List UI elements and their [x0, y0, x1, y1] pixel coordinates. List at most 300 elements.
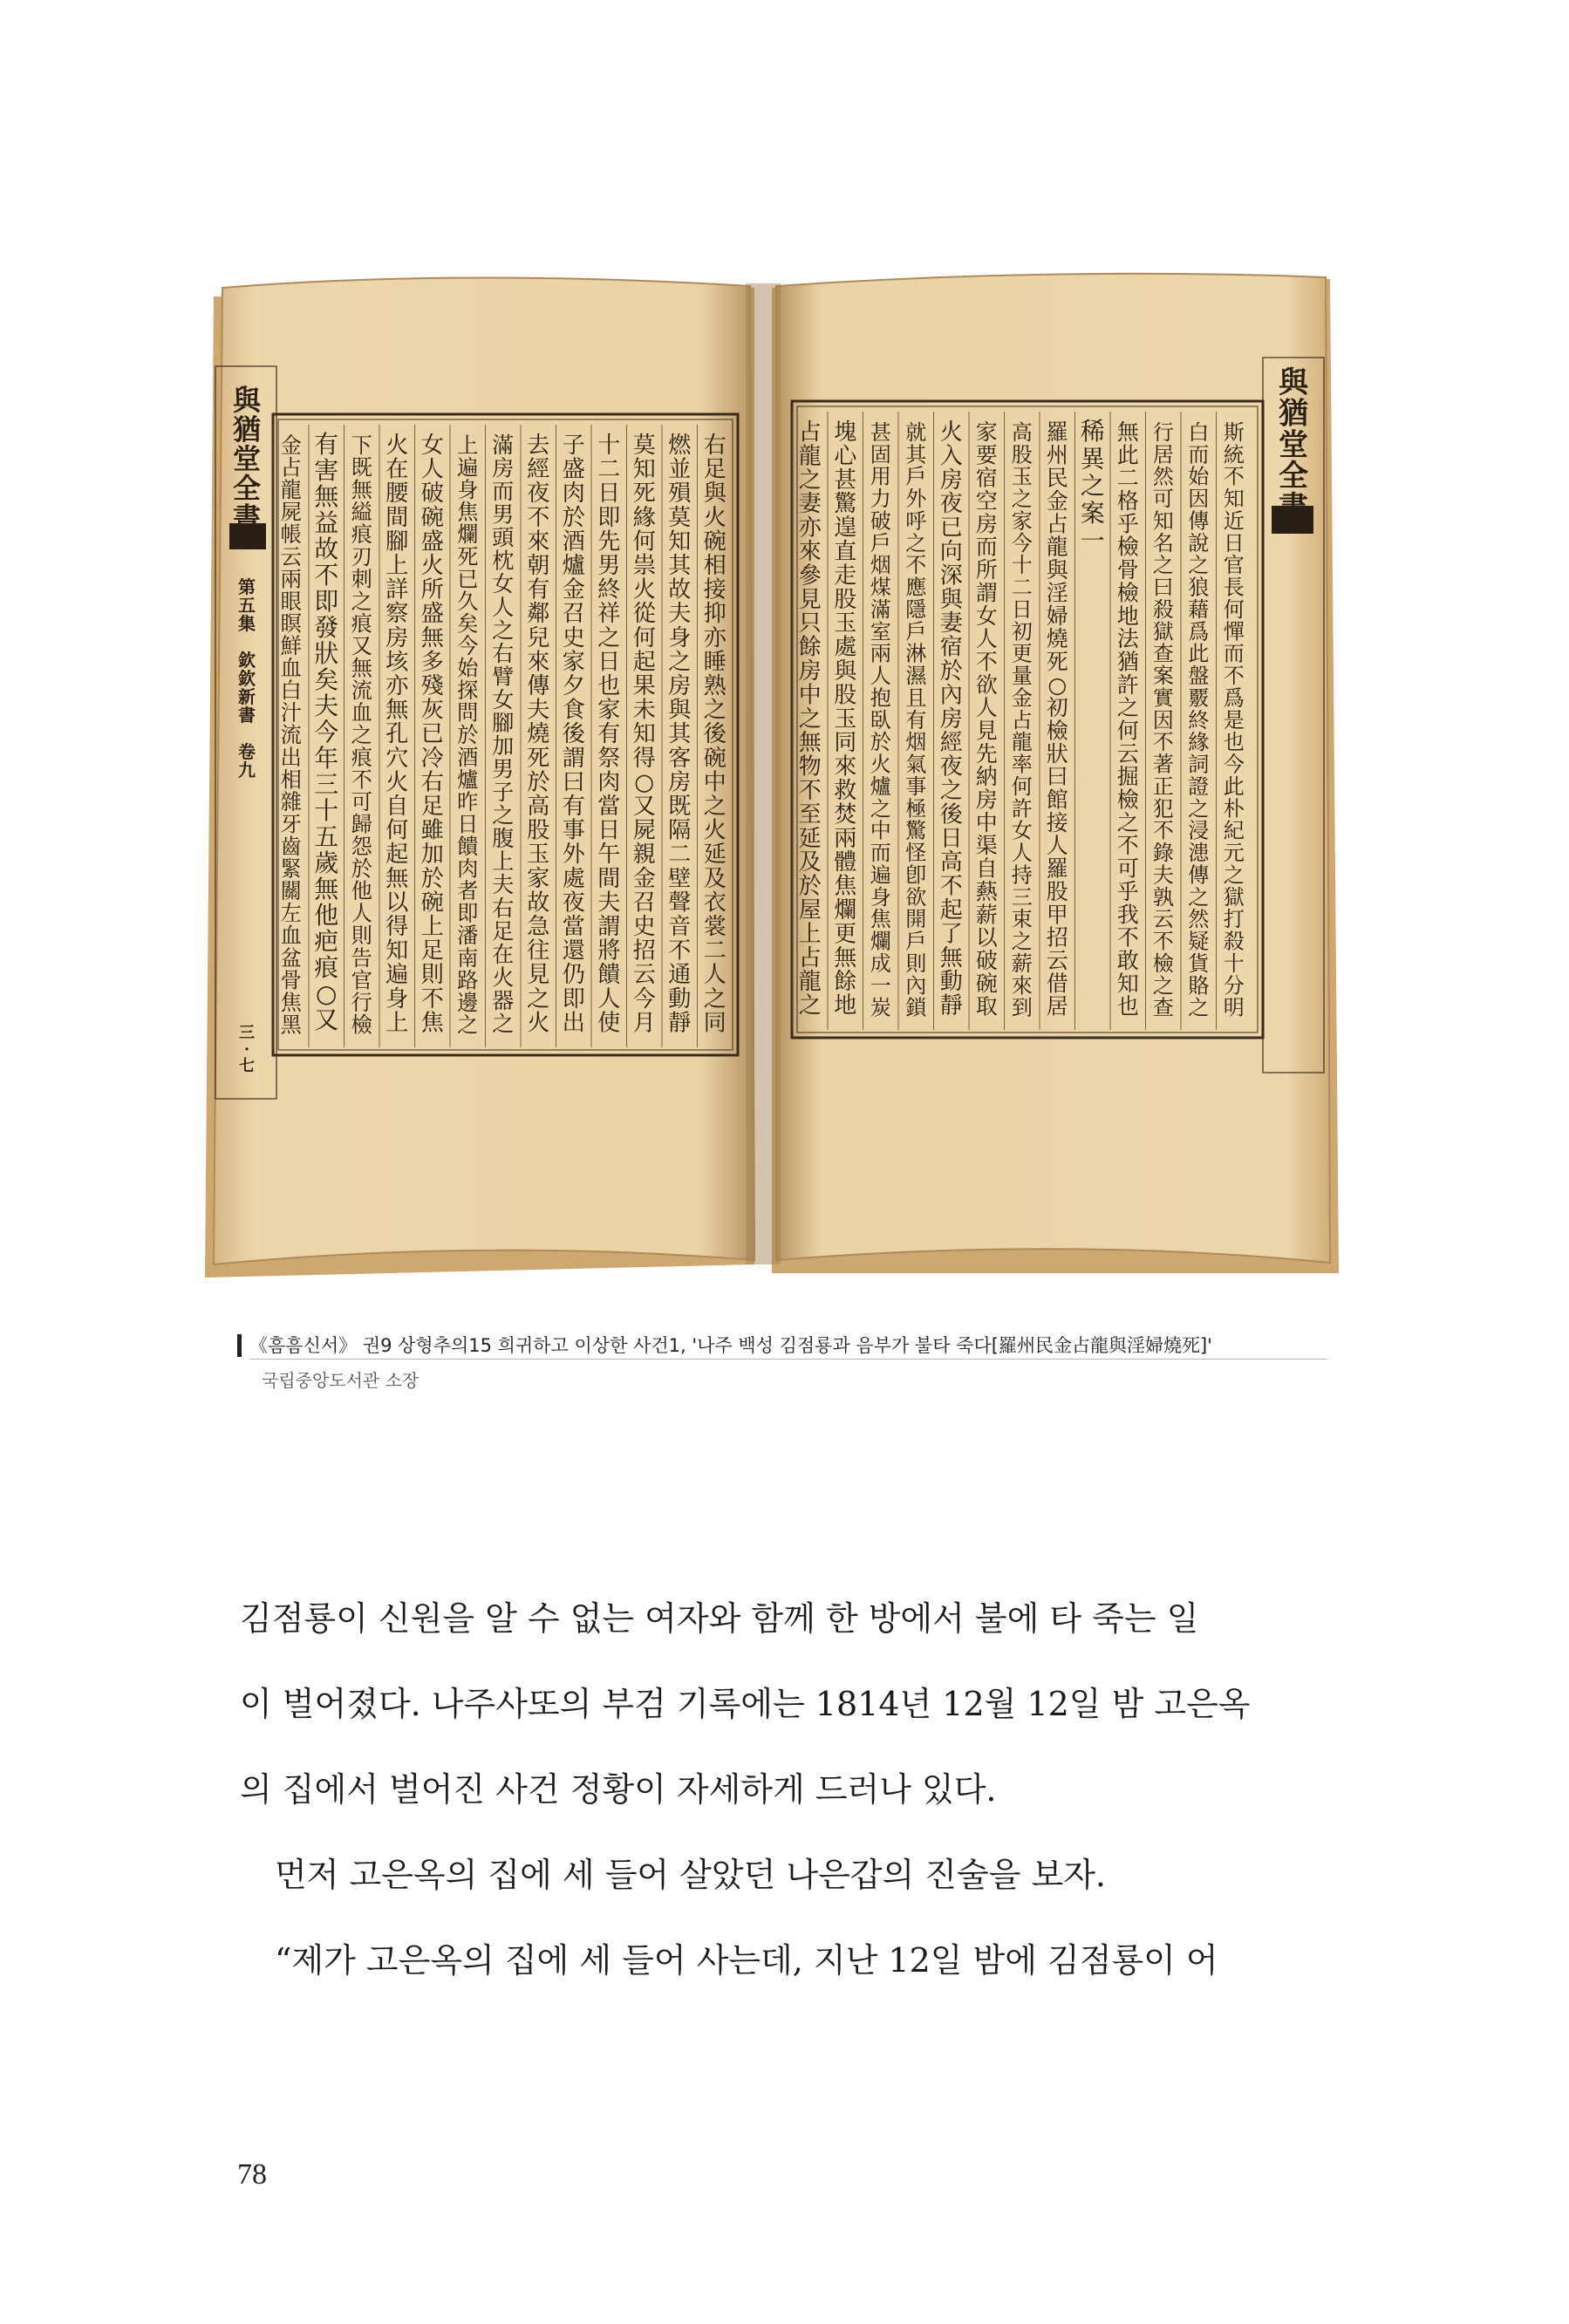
column-char: 破	[420, 480, 444, 508]
column-char: 兩	[280, 566, 302, 592]
column-char: 知	[668, 528, 692, 555]
column-char: 家	[527, 865, 550, 892]
column-char: 焦	[280, 989, 302, 1015]
column-char: 房	[492, 455, 515, 481]
column-char: 見	[527, 962, 550, 989]
column-char: 股	[1011, 442, 1033, 467]
column-char: 何	[1116, 718, 1139, 744]
column-char: 著	[1152, 752, 1174, 777]
column-char: 隱	[905, 596, 927, 622]
column-char: 不	[975, 649, 998, 675]
column-char: 食	[562, 697, 585, 724]
column-char: 二	[1011, 575, 1033, 600]
column-char: 抑	[703, 601, 727, 628]
column-char: 驚	[834, 491, 857, 518]
column-char: 右	[492, 895, 515, 921]
column-char: 有	[314, 430, 339, 459]
column-char: 玉	[834, 610, 857, 637]
column-char: 何	[632, 528, 656, 555]
column-char: 身	[385, 985, 409, 1012]
column-char: 男	[492, 756, 515, 782]
column-char: 占	[798, 944, 822, 971]
column-char: 謂	[597, 914, 621, 940]
column-char: 餘	[834, 969, 857, 996]
column-char: 起	[385, 842, 409, 869]
column-char: 狼	[1188, 575, 1210, 600]
column-char: 傳	[527, 673, 550, 699]
column-char: 也	[1223, 730, 1245, 755]
column-char: 流	[280, 722, 302, 748]
column-char: 隔	[668, 817, 692, 844]
column-char: 朝	[527, 553, 550, 579]
column-char: 抱	[870, 685, 891, 711]
caption-divider	[249, 1359, 1327, 1360]
column-char: 之	[1223, 862, 1245, 888]
column-char: 之	[668, 649, 692, 676]
margin-char: 書	[238, 705, 256, 726]
column-char: 燒	[1046, 626, 1068, 652]
column-char: 肉	[597, 769, 621, 796]
column-char: 之	[492, 802, 515, 828]
column-char: 燃	[668, 433, 692, 459]
column-char: 靜	[939, 992, 963, 1019]
column-char: 人	[1011, 841, 1033, 866]
column-char: 占	[1046, 511, 1068, 537]
column-char: 同	[703, 1010, 727, 1037]
column-char: 夫	[1152, 862, 1174, 888]
column-char: 長	[1223, 575, 1245, 600]
column-char: 招	[632, 937, 656, 964]
column-char: 紀	[1223, 818, 1245, 843]
column-char: 元	[1223, 841, 1245, 866]
column-char: 破	[975, 947, 998, 973]
column-char: 中	[703, 769, 727, 796]
column-char: 案	[1080, 499, 1105, 528]
column-char: 之	[1116, 809, 1139, 835]
column-char: 固	[870, 442, 891, 467]
column-char: 就	[905, 420, 927, 445]
column-char: 已	[939, 515, 963, 542]
column-char: 焦	[834, 873, 857, 900]
column-char: 在	[385, 456, 409, 483]
column-char: 中	[798, 682, 822, 709]
column-char: 不	[1152, 929, 1174, 954]
column-char: 怪	[905, 841, 927, 866]
column-char: 祭	[597, 745, 621, 772]
column-char: 可	[1116, 855, 1139, 882]
column-char: 出	[562, 1010, 585, 1037]
column-char: 客	[668, 745, 692, 772]
column-char: 並	[668, 456, 692, 483]
margin-char: 欽	[238, 650, 256, 671]
column-char: 物	[798, 753, 822, 780]
column-char: 檢	[1116, 787, 1139, 813]
column-char: 縊	[351, 499, 372, 525]
column-char: 賂	[1188, 973, 1210, 998]
column-char: 與	[703, 480, 727, 508]
column-char: 人	[1046, 833, 1068, 859]
column-char: 取	[975, 993, 998, 1019]
column-char: 矣	[457, 610, 479, 637]
column-char: 日	[597, 649, 621, 676]
column-char: 行	[1152, 420, 1174, 445]
column-char: 得	[632, 745, 656, 772]
column-char: 餘	[798, 634, 822, 661]
column-char: 頭	[492, 525, 515, 551]
column-char: 足	[420, 794, 444, 820]
column-char: 於	[870, 730, 891, 755]
column-char: 查	[1152, 641, 1174, 666]
column-char: 股	[834, 682, 857, 709]
column-char: 召	[562, 601, 585, 628]
column-char: 之	[798, 705, 822, 733]
column-char: 殞	[668, 480, 692, 508]
column-char: 終	[1188, 707, 1210, 733]
column-char: 檢	[1116, 580, 1139, 606]
column-char: 腳	[492, 710, 515, 736]
column-char: 不	[668, 937, 692, 964]
column-char: 無	[798, 730, 822, 757]
column-char: 之	[351, 722, 372, 748]
column-char: 爛	[834, 897, 857, 923]
column-char: 事	[562, 817, 585, 844]
column-char: 自	[975, 855, 998, 882]
column-char: 居	[1152, 442, 1174, 467]
column-char: 使	[597, 1010, 621, 1037]
column-char: 狀	[314, 639, 339, 668]
column-char: 日	[597, 817, 621, 844]
column-char: 人	[351, 900, 372, 926]
column-char: 下	[351, 433, 372, 458]
column-char: 血	[280, 655, 302, 681]
column-char: 靜	[668, 1010, 692, 1037]
column-char: 敢	[1116, 947, 1139, 973]
column-char: 檢	[1046, 718, 1068, 744]
column-char: 覈	[1188, 685, 1210, 711]
column-char: 宿	[939, 634, 963, 661]
column-char: 無	[1116, 419, 1139, 445]
column-char: 莫	[632, 433, 656, 459]
column-char: 二	[597, 456, 621, 483]
column-char: 之	[1116, 695, 1139, 721]
column-char: 之	[798, 467, 822, 494]
caption-marker	[237, 1334, 242, 1357]
column-char: 外	[562, 842, 585, 869]
column-char: 開	[905, 907, 927, 932]
column-char: 家	[597, 697, 621, 724]
column-char: 多	[420, 649, 444, 676]
column-char: 金	[1046, 488, 1068, 515]
column-char: 與	[1046, 557, 1068, 583]
margin-char: 五	[238, 595, 256, 616]
column-char: 戶	[905, 464, 927, 489]
column-char: 壁	[668, 865, 692, 892]
column-char: 妻	[798, 491, 822, 518]
column-char: 何	[1223, 596, 1245, 622]
column-char: 火	[492, 964, 515, 991]
column-char: 而	[975, 534, 998, 560]
column-char: 關	[280, 878, 302, 904]
column-char: 此	[1188, 641, 1210, 666]
column-char: 以	[385, 889, 409, 917]
column-char: 今	[1011, 530, 1033, 555]
column-char: 碗	[420, 504, 444, 531]
margin-char: 堂	[1279, 427, 1308, 463]
column-char: 子	[492, 780, 515, 806]
column-char: 宿	[975, 465, 998, 491]
column-char: 驚	[905, 818, 927, 843]
margin-char: 猶	[1279, 396, 1308, 432]
column-char: 云	[1046, 947, 1068, 973]
column-char: 發	[314, 613, 339, 642]
column-char: 牙	[280, 811, 302, 837]
column-char: 房	[668, 673, 692, 699]
column-char: 裳	[703, 914, 727, 940]
column-char: 南	[457, 944, 479, 971]
column-char: 焦	[420, 1010, 444, 1037]
column-char: 高	[527, 794, 550, 820]
column-char: 地	[1116, 603, 1139, 629]
column-char: 後	[703, 721, 727, 748]
column-char: 房	[798, 658, 822, 685]
column-char: 加	[492, 733, 515, 759]
column-char: 已	[420, 721, 444, 748]
column-char: 兩	[834, 825, 857, 852]
column-char: 緣	[1188, 730, 1210, 755]
column-char: 痕	[351, 610, 372, 637]
column-char: 夜	[527, 480, 550, 508]
column-char: 路	[457, 967, 479, 993]
column-char: 甚	[834, 467, 857, 494]
column-char: 骨	[1116, 557, 1139, 583]
column-char: 熟	[703, 673, 727, 699]
column-char: 爲	[1223, 685, 1245, 711]
column-char: 成	[870, 951, 891, 976]
column-char: 起	[632, 649, 656, 676]
column-char: 女	[492, 571, 515, 597]
column-char: 汁	[280, 699, 302, 726]
column-char: 矣	[314, 665, 339, 694]
column-char: 火	[703, 817, 727, 844]
column-char: 無	[314, 482, 339, 511]
column-char: 夫	[597, 889, 621, 917]
column-char: 更	[1011, 641, 1033, 666]
column-char: 出	[280, 744, 302, 770]
column-char: 去	[527, 433, 550, 459]
column-char: 不	[527, 504, 550, 531]
column-char: 碗	[703, 745, 727, 772]
column-char: 腰	[385, 480, 409, 508]
column-char: 玉	[834, 705, 857, 733]
column-char: 延	[798, 825, 822, 852]
margin-char: ·	[243, 1039, 250, 1059]
column-char: 三	[314, 770, 339, 799]
column-char: 邊	[457, 989, 479, 1015]
column-char: 始	[457, 655, 479, 681]
margin-char: 全	[1279, 459, 1308, 494]
column-char: 他	[314, 901, 339, 930]
column-char: 急	[527, 914, 550, 940]
column-char: 火	[939, 419, 963, 446]
column-char: 女	[492, 686, 515, 712]
column-char: 處	[562, 865, 585, 892]
column-char: 渠	[975, 833, 998, 859]
column-char: 入	[939, 443, 963, 470]
column-char: 不	[351, 767, 372, 793]
column-char: 之	[1188, 553, 1210, 578]
column-char: 內	[939, 682, 963, 709]
body-line: “제가 고은옥의 집에 세 들어 사는데, 지난 12일 밤에 김점룡이 어	[275, 1941, 1218, 1980]
column-char: 人	[597, 985, 621, 1012]
column-char: 左	[280, 900, 302, 926]
column-char: 害	[314, 456, 339, 485]
column-char: 史	[562, 624, 585, 651]
column-char: 曰	[1046, 764, 1068, 790]
column-char: 殺	[1223, 929, 1245, 954]
column-char: 女	[1011, 818, 1033, 843]
column-char: 不	[420, 985, 444, 1012]
column-char: 中	[870, 818, 891, 843]
column-char: 火	[632, 576, 656, 603]
column-char: 云	[1116, 740, 1139, 767]
column-char: 屍	[280, 499, 302, 525]
column-char: 饋	[597, 962, 621, 989]
column-char: 子	[562, 433, 585, 459]
column-char: 夜	[939, 491, 963, 518]
column-char: 用	[870, 464, 891, 489]
column-char: 之	[703, 985, 727, 1012]
column-char: 動	[939, 969, 963, 996]
column-char: 詞	[1188, 752, 1210, 777]
column-char: 因	[1188, 487, 1210, 512]
column-char: 今	[632, 985, 656, 1012]
column-char: 當	[597, 794, 621, 820]
column-char: 則	[905, 951, 927, 976]
column-char: 酒	[562, 528, 585, 555]
column-char: 然	[1188, 907, 1210, 932]
margin-char: 集	[238, 613, 256, 634]
column-char: 見	[975, 718, 998, 744]
margin-char: 書	[232, 501, 262, 535]
column-char: 緊	[280, 855, 302, 882]
column-char: 親	[632, 842, 656, 869]
column-char: 走	[834, 562, 857, 590]
column-char: 今	[457, 633, 479, 658]
column-char: 夜	[562, 889, 585, 917]
column-char: 腹	[492, 826, 515, 852]
margin-char: 第	[238, 576, 256, 597]
book-illustration	[196, 262, 1347, 1295]
column-char: 往	[527, 937, 550, 964]
column-char: 之	[1188, 995, 1210, 1020]
margin-char: 新	[238, 686, 256, 707]
column-char: 稀	[1080, 417, 1105, 446]
column-char: 之	[351, 588, 372, 614]
column-char: 何	[385, 817, 409, 844]
column-char: 午	[597, 842, 621, 869]
column-char: 家	[975, 419, 998, 445]
column-char: 龍	[1011, 730, 1033, 755]
column-char: 上	[385, 1010, 409, 1037]
column-char: 之	[703, 697, 727, 724]
column-char: 雖	[420, 817, 444, 844]
column-char: 祥	[597, 601, 621, 628]
column-char: 之	[1011, 929, 1033, 954]
column-char: 以	[975, 924, 998, 951]
column-char: 死	[457, 543, 479, 569]
column-char: 怨	[351, 834, 372, 859]
column-char: 龍	[1046, 534, 1068, 560]
column-char: 上	[492, 848, 515, 875]
column-char: 無	[939, 944, 963, 971]
column-char: 爛	[870, 929, 891, 954]
column-char: 先	[597, 528, 621, 555]
column-char: 刃	[351, 543, 372, 569]
column-char: 碗	[420, 889, 444, 917]
column-char: 案	[1152, 664, 1174, 689]
column-char: 身	[870, 884, 891, 910]
column-char: 也	[597, 673, 621, 699]
column-char: 無	[351, 655, 372, 681]
column-char: 兩	[870, 641, 891, 666]
column-char: 故	[314, 535, 339, 563]
column-char: 之	[798, 992, 822, 1019]
column-char: 有	[597, 721, 621, 748]
margin-char: 七	[239, 1056, 255, 1075]
column-char: 爐	[562, 553, 585, 579]
column-char: 垓	[385, 649, 409, 676]
column-char: 破	[870, 508, 891, 534]
column-char: 高	[939, 849, 963, 876]
column-char: 來	[1011, 973, 1033, 998]
column-char: 死	[527, 745, 550, 772]
column-char: 卽	[905, 862, 927, 888]
column-char: 居	[1046, 993, 1068, 1019]
column-char: 而	[1223, 641, 1245, 666]
column-char: 上	[420, 914, 444, 940]
column-char: 日	[597, 480, 621, 508]
column-char: 招	[1046, 924, 1068, 951]
column-char: 滿	[492, 433, 515, 458]
margin-char: 與	[232, 384, 262, 417]
column-char: 盤	[1188, 664, 1210, 689]
column-char: 始	[1188, 464, 1210, 489]
column-char: 占	[1011, 707, 1033, 733]
column-char: 從	[632, 601, 656, 628]
column-char: 碗	[975, 971, 998, 997]
column-char: 何	[1011, 774, 1033, 799]
column-char: 血	[351, 699, 372, 726]
column-char: 來	[527, 649, 550, 676]
column-char: 可	[351, 788, 372, 814]
column-char: 事	[905, 774, 927, 799]
column-char: 處	[834, 634, 857, 661]
column-char: 通	[668, 962, 692, 989]
column-char: 殘	[420, 673, 444, 699]
margin-char: 堂	[232, 442, 262, 476]
column-char: 然	[1152, 464, 1174, 489]
column-char: 人	[975, 695, 998, 721]
column-char: 之	[1080, 471, 1105, 501]
column-char: 戶	[905, 929, 927, 954]
column-char: 痕	[314, 953, 339, 982]
column-char: 接	[703, 576, 727, 603]
column-char: 火	[870, 752, 891, 777]
column-char: 可	[1152, 487, 1174, 512]
column-char: 肉	[457, 855, 479, 882]
column-char: 近	[1223, 508, 1245, 534]
column-char: 上	[385, 553, 409, 579]
